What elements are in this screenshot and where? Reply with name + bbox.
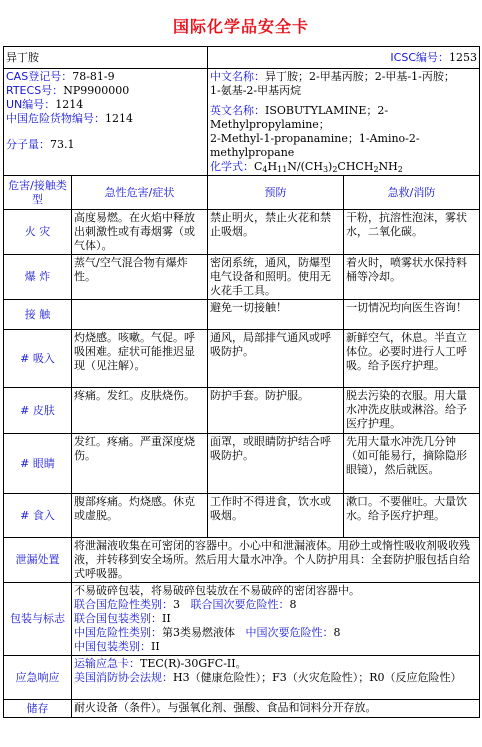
row-firstaid: 一切情况均向医生咨询！: [344, 300, 480, 330]
row-prevention: 工作时不得进食，饮水或吸烟。: [208, 494, 344, 538]
table-row: [4, 255, 480, 300]
un-value: 1214: [55, 98, 84, 111]
icsc-label: ICSC编号：: [390, 50, 449, 64]
un-pg-value: II: [162, 612, 171, 625]
row-prevention: 禁止明火，禁止火花和禁止吸烟。: [208, 210, 344, 255]
icsc-value: 1253: [449, 50, 477, 64]
table-row: [4, 388, 480, 434]
table-row: [4, 494, 480, 538]
table-row: [4, 300, 480, 330]
cn-name-line1: 异丁胺；2-甲基丙胺；2-甲基-1-丙胺；: [265, 70, 455, 83]
header-prevention: 预防: [208, 176, 344, 210]
storage-text: 耐火设备（条件）。与强氧化剂、强酸、食品和饲料分开存放。: [72, 700, 480, 718]
row-type: # 眼睛: [4, 434, 72, 494]
transport-card-value: TEC(R)-30GFC-II。: [140, 657, 247, 670]
cn-dg-value: 1214: [105, 112, 133, 125]
cn-pg-label: 中国包装类别：: [74, 640, 151, 653]
en-name-line3: methylpropane: [210, 146, 295, 159]
un-sub-label: 联合国次要危险性：: [190, 598, 290, 611]
mw-value: 73.1: [50, 138, 75, 151]
cn-pg-value: II: [151, 640, 160, 653]
row-symptoms: 发红。疼痛。严重深度烧伤。: [72, 434, 208, 494]
rtecs-label: RTECS号：: [6, 84, 64, 97]
row-symptoms: 腹部疼痛。灼烧感。休克或虚脱。: [72, 494, 208, 538]
un-class-label: 联合国危险性类别：: [74, 598, 173, 611]
row-type: 爆 炸: [4, 255, 72, 300]
row-symptoms: 蒸气/空气混合物有爆炸性。: [72, 255, 208, 300]
cas-value: 78-81-9: [72, 70, 115, 83]
un-sub-value: 8: [289, 598, 297, 611]
cn-name-line2: 1-氨基-2-甲基丙烷: [210, 84, 302, 97]
row-symptoms: 疼痛。发红。皮肤烧伤。: [72, 388, 208, 434]
safety-card-table: [3, 46, 480, 718]
emergency-label: 应急响应: [4, 656, 72, 700]
en-name-line1: ISOBUTYLAMINE；2-Methylpropylamine；: [210, 104, 389, 131]
un-pg-label: 联合国包装类别：: [74, 612, 162, 625]
table-row: [4, 330, 480, 388]
nfpa-label: 美国消防协会法规：: [74, 671, 173, 684]
cn-dg-label: 中国危险货物编号：: [6, 112, 105, 125]
cn-class-label: 中国危险性类别：: [74, 626, 162, 639]
row-type: 接 触: [4, 300, 72, 330]
row-symptoms: 高度易燃。在火焰中释放出刺激性或有毒烟雾（或气体）。: [72, 210, 208, 255]
row-prevention: 防护手套。防护服。: [208, 388, 344, 434]
chemical-name: 异丁胺: [6, 50, 39, 64]
row-firstaid: 着火时，喷雾状水保持料桶等冷却。: [344, 255, 480, 300]
row-type: # 吸入: [4, 330, 72, 388]
cas-label: CAS登记号：: [6, 70, 73, 83]
header-firstaid: 急救/消防: [344, 176, 480, 210]
un-class-value: 3: [173, 598, 180, 611]
transport-card-label: 运输应急卡：: [74, 657, 140, 670]
row-prevention: 面罩，或眼睛防护结合呼吸防护。: [208, 434, 344, 494]
card-title: 国际化学品安全卡: [172, 17, 309, 36]
un-label: UN编号：: [6, 98, 56, 111]
en-name-line2: 2-Methyl-1-propanamine；1-Amino-2-: [210, 132, 420, 145]
spill-text: 将泄漏液收集在可密闭的容器中。小心中和泄漏液体。用砂土或惰性吸收剂吸收残液，并转移到安全场所。然后用大量水冲净。个人防护用具：全套防护服包括自给式呼吸器。: [72, 538, 480, 583]
row-firstaid: 先用大量水冲洗几分钟（如可能易行，摘除隐形眼镜），然后就医。: [344, 434, 480, 494]
nfpa-value: H3（健康危险性）；F3（火灾危险性）；R0（反应危险性）: [173, 671, 462, 684]
en-name-label: 英文名称：: [210, 104, 265, 117]
table-row: [4, 434, 480, 494]
cn-sub-label: 中国次要危险性：: [245, 626, 334, 639]
formula-label: 化学式：: [210, 160, 254, 173]
mw-label: 分子量：: [6, 138, 50, 151]
cn-class-value: 第3类易燃液体: [162, 626, 235, 639]
row-firstaid: 脱去污染的衣服。用大量水冲洗皮肤或淋浴。给予医疗护理。: [344, 388, 480, 434]
table-row: [4, 210, 480, 255]
row-symptoms: 灼烧感。咳嗽。气促。呼吸困难。症状可能推迟显现（见注解）。: [72, 330, 208, 388]
row-type: # 食入: [4, 494, 72, 538]
row-prevention: 密闭系统，通风，防爆型电气设备和照明。使用无火花手工具。: [208, 255, 344, 300]
pack-text: 不易破碎包装，将易破碎包装放在不易破碎的密闭容器中。: [74, 584, 360, 597]
header-symptoms: 急性危害/症状: [72, 176, 208, 210]
formula: 化学式：$C_4H_{11}N/(CH_3)_2CHCH_2NH_2$: [210, 160, 403, 174]
spill-label: 泄漏处置: [4, 538, 72, 583]
row-firstaid: 新鲜空气，休息。半直立体位。必要时进行人工呼吸。给予医疗护理。: [344, 330, 480, 388]
rtecs-value: NP9900000: [63, 84, 130, 97]
cn-name-label: 中文名称：: [210, 70, 265, 83]
storage-label: 储存: [4, 700, 72, 718]
row-symptoms: [72, 300, 208, 330]
row-type: # 皮肤: [4, 388, 72, 434]
row-prevention: 避免一切接触！: [208, 300, 344, 330]
pack-label: 包装与标志: [4, 583, 72, 656]
row-firstaid: 漱口。不要催吐。大量饮水。给予医疗护理。: [344, 494, 480, 538]
row-firstaid: 干粉，抗溶性泡沫，雾状水，二氧化碳。: [344, 210, 480, 255]
row-prevention: 通风，局部排气通风或呼吸防护。: [208, 330, 344, 388]
header-type: 危害/接触类型: [4, 176, 72, 210]
cn-sub-value: 8: [333, 626, 341, 639]
row-type: 火 灾: [4, 210, 72, 255]
